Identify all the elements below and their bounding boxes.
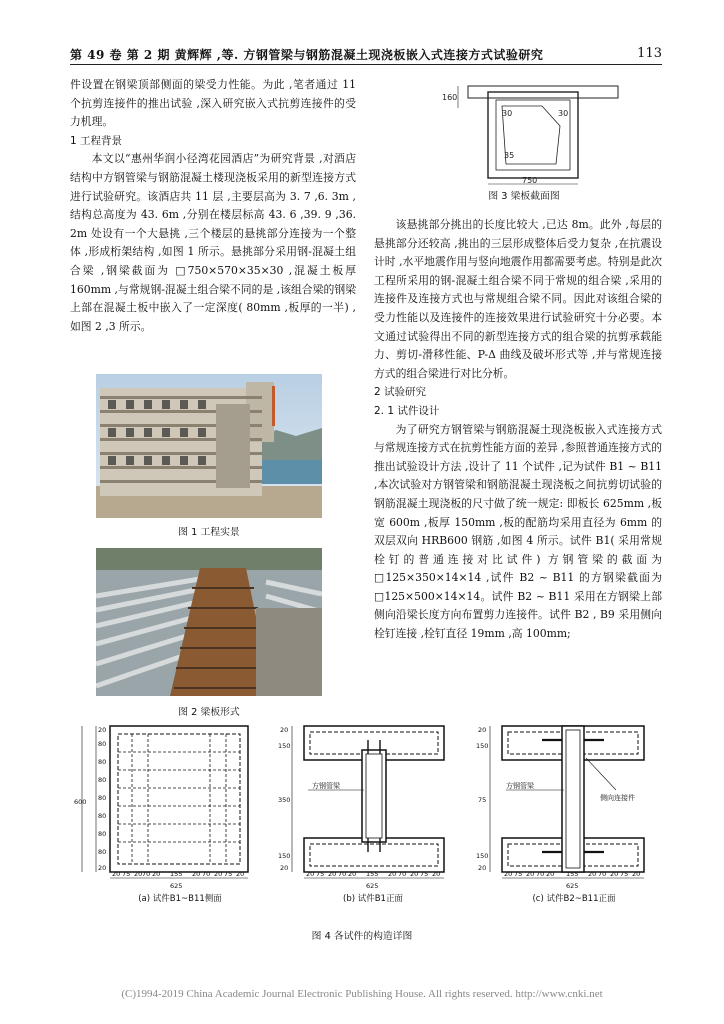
paragraph-specimen-design: 为了研究方钢管梁与钢筋混凝土现浇板嵌入式连接方式与常规连接方式在抗剪性能方面的差异 ,参照普通连接方式的推出试验设计方法 ,设计了 11 个试件 ,记为试件 B1 ~ B11 ,本次试验对方钢管梁和钢筋混凝土现浇板之间抗剪切试验的钢筋混凝土现浇板的尺寸做了统一规定: 即板长 625mm ,板宽 600m ,板厚 150mm ,板的配筋均采用直径为 6mm 的双层双向 HRB600 钢筋 ,如图 4 所示。试件 B1( 采用常规栓钉的普通连接对比试件) 方钢管梁的截面为 □125×350×14×14 ,试件 B2 ~ B11 的方钢梁截面为 □125×500×14×14。试件 B2 ~ B11 采用在方钢梁上部侧向沿梁长度方向布置剪力连接件。试件 B2 , B9 采用侧向栓钉连接 ,栓钉直径 19mm ,高 100mm;: [374, 422, 662, 641]
fig4b-hdim-7: 70: [398, 870, 407, 878]
fig4b-hdim-0: 20: [306, 870, 315, 878]
fig3-dim-c: 35: [504, 151, 515, 160]
right-column: [374, 216, 662, 644]
page-number: 113: [637, 46, 662, 61]
fig4b-vdim-4: 20: [280, 864, 289, 872]
figure-4b-subcaption: (b) 试件B1正面: [343, 894, 403, 904]
figure-3-diagram: [424, 84, 624, 188]
fig4a-hdim-4: 20: [152, 870, 161, 878]
fig4b-hdim-8: 20: [410, 870, 419, 878]
figure-4b-diagram: [268, 718, 458, 902]
fig3-dim-b: 30: [558, 109, 569, 118]
fig4c-connector-label: 侧向连接件: [600, 794, 635, 802]
fig4b-hdim-2: 20: [328, 870, 337, 878]
fig4c-hdim-3: 70: [536, 870, 545, 878]
figure-2-photo: [96, 548, 322, 696]
fig4c-vdim-0: 20: [478, 726, 487, 734]
fig4b-vdim-0: 20: [280, 726, 289, 734]
figure-3-caption: 图 3 梁板截面图: [488, 191, 560, 202]
figure-4c-subcaption: (c) 试件B2~B11正面: [532, 894, 616, 904]
fig4b-vdim-1: 150: [278, 742, 291, 750]
fig4a-hdim-2: 20: [134, 870, 143, 878]
fig4b-hdim-1: 75: [316, 870, 325, 878]
fig4c-hdim-9: 75: [620, 870, 629, 878]
fig4a-hdim-8: 20: [214, 870, 223, 878]
fig4a-vdim-3: 80: [98, 776, 107, 784]
fig3-dim-width: 750: [522, 176, 538, 185]
figure-4-caption: 图 4 各试件的构造详图: [311, 931, 413, 942]
fig4a-vdim-2: 80: [98, 758, 107, 766]
fig4c-hdim-5: 155: [566, 870, 579, 878]
fig4c-hdim-6: 20: [588, 870, 597, 878]
fig4c-hdim-7: 70: [598, 870, 607, 878]
fig4c-width-total: 625: [566, 882, 579, 890]
fig4b-hdim-4: 20: [348, 870, 357, 878]
fig4a-hdim-10: 20: [236, 870, 245, 878]
running-header: [70, 38, 662, 64]
section-1-heading: 1 工程背景: [70, 134, 123, 147]
fig4b-hdim-5: 155: [366, 870, 379, 878]
fig4c-vdim-4: 20: [478, 864, 487, 872]
paragraph-background: 本文以“惠州华润小径湾花园酒店”为研究背景 ,对酒店结构中方钢管梁与钢筋混凝土楼现浇板采用的新型连接方式进行试验研究。该酒店共 11 层 ,主要层高为 3. 7 ,6. 3m ,结构总高度为 43. 6m ,分别在楼层标高 43. 6 ,39. 9 ,36. 2m 处设有一个大悬挑 ,三个楼层的悬挑部分连接为一个整体 ,形成桁架结构 ,如图 1 所示。悬挑部分采用钢-混凝土组合梁 ,钢梁截面为 □750×570×35×30 ,混凝土板厚 160mm ,与常规钢-混凝土组合梁不同的是 ,该组合梁的钢梁上部在混凝土板中嵌入了一定深度( 80mm ,板厚的一半) ,如图 2 ,3 所示。: [70, 152, 356, 333]
figure-1-photo: [96, 374, 322, 518]
fig4a-hdim-9: 75: [224, 870, 233, 878]
fig4b-width-total: 625: [366, 882, 379, 890]
figure-2-caption: 图 2 梁板形式: [178, 707, 240, 718]
fig4b-hdim-10: 20: [432, 870, 441, 878]
fig4c-vdim-3: 150: [476, 852, 489, 860]
figure-4c-diagram: [466, 718, 662, 902]
fig4c-hdim-0: 20: [504, 870, 513, 878]
fig4a-hdim-5: 155: [170, 870, 183, 878]
figure-4a-diagram: [70, 718, 260, 902]
fig4b-vdim-3: 150: [278, 852, 291, 860]
fig4a-vdim-7: 80: [98, 848, 107, 856]
fig4a-hdim-0: 20: [112, 870, 121, 878]
fig4c-tube-label: 方钢管梁: [506, 782, 534, 790]
fig4a-hdim-7: 70: [202, 870, 211, 878]
fig4c-hdim-2: 20: [526, 870, 535, 878]
fig4c-vdim-2: 75: [478, 796, 487, 804]
paragraph-cantilever: 该悬挑部分挑出的长度比较大 ,已达 8m。此外 ,每层的悬挑部分还较高 ,挑出的三层形成整体后受力复杂 ,在抗震设计时 ,水平地震作用与竖向地震作用都需要考虑。特别是此次工程所采用的钢-混凝土组合梁不同于常规的组合梁 ,采用的连接件及连接方式也与常规组合梁不同。因此对该组合梁的受力性能以及连接件的连接效果进行试验研究十分必要。本文通过试验得出不同的新型连接方式的组合梁的抗剪承载能力、剪切-滑移性能、P-Δ 曲线及破坏形式等 ,并与常规连接方式的组合梁进行对比分析。: [374, 218, 662, 380]
fig4a-height-total: 600: [74, 798, 87, 806]
header-rule: [70, 64, 662, 65]
fig4a-vdim-1: 80: [98, 740, 107, 748]
fig4b-vdim-2: 350: [278, 796, 291, 804]
fig4b-hdim-3: 70: [338, 870, 347, 878]
fig4c-hdim-4: 20: [546, 870, 555, 878]
fig4b-hdim-9: 75: [420, 870, 429, 878]
left-column: [70, 76, 356, 336]
fig4c-vdim-1: 150: [476, 742, 489, 750]
fig4c-hdim-10: 20: [632, 870, 641, 878]
fig4b-hdim-6: 20: [388, 870, 397, 878]
section-2-1-heading: 2. 1 试件设计: [374, 404, 440, 417]
section-2-heading: 2 试验研究: [374, 386, 427, 399]
fig4a-hdim-6: 20: [192, 870, 201, 878]
fig4a-width-total: 625: [170, 882, 183, 890]
fig3-dim-slab: 160: [442, 93, 458, 102]
figure-1-caption: 图 1 工程实景: [178, 527, 240, 538]
fig4b-tube-label: 方钢管梁: [312, 782, 340, 790]
paragraph-intro-end: 件设置在钢梁顶部侧面的梁受力性能。为此 ,笔者通过 11 个抗剪连接件的推出试验 ,深入研究嵌入式抗剪连接件的受力机理。: [70, 78, 356, 129]
fig3-dim-a: 30: [502, 109, 513, 118]
fig4a-hdim-3: 70: [142, 870, 151, 878]
copyright-footer: (C)1994-2019 China Academic Journal Electronic Publishing House. All rights reserved. http://www.cnki.net: [121, 988, 603, 1000]
fig4a-vdim-6: 80: [98, 830, 107, 838]
fig4a-hdim-1: 75: [122, 870, 131, 878]
fig4a-vdim-8: 20: [98, 864, 107, 872]
fig4a-vdim-0: 20: [98, 726, 107, 734]
header-title: 第 49 卷 第 2 期 黄辉辉 ,等. 方钢管梁与钢筋混凝土现浇板嵌入式连接方式试验研究: [70, 48, 544, 62]
fig4c-hdim-8: 20: [610, 870, 619, 878]
fig4a-vdim-5: 80: [98, 812, 107, 820]
fig4a-vdim-4: 80: [98, 794, 107, 802]
figure-4a-subcaption: (a) 试件B1~B11侧面: [138, 894, 222, 904]
fig4c-hdim-1: 75: [514, 870, 523, 878]
